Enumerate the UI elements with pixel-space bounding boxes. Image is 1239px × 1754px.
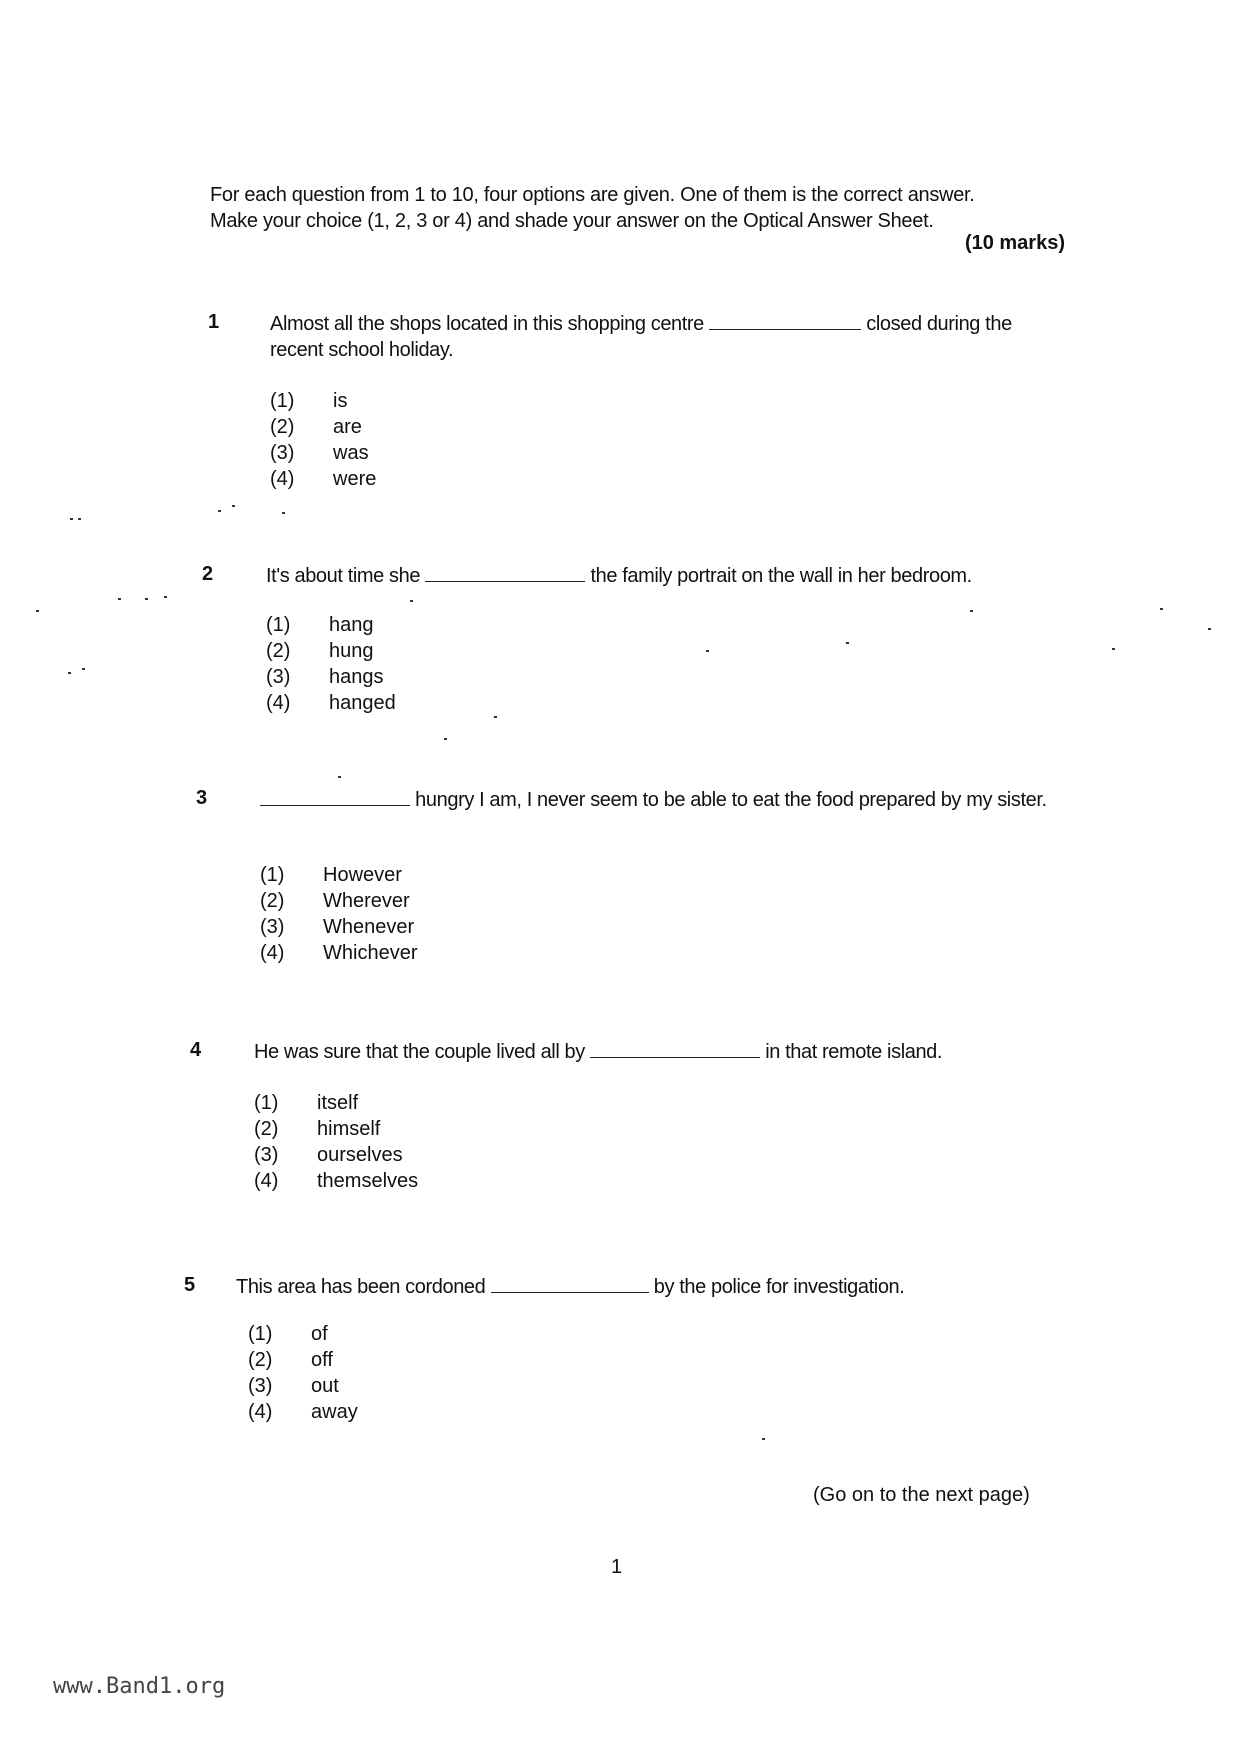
question-5-stem <box>236 1274 1046 1300</box>
option-label: (2) <box>248 1349 273 1371</box>
question-1-number: 1 <box>208 311 220 333</box>
question-3-blank <box>260 787 410 806</box>
question-5-option <box>248 1321 358 1347</box>
question-1-stem-after: closed during the recent school holiday. <box>270 313 1012 361</box>
option-label: (4) <box>260 942 285 964</box>
option-text: off <box>311 1349 333 1371</box>
option-label: (1) <box>254 1092 279 1114</box>
scan-speck <box>338 776 341 778</box>
option-label: (4) <box>270 468 295 490</box>
option-label: (2) <box>266 640 291 662</box>
scan-speck <box>1112 648 1115 650</box>
option-text: itself <box>317 1092 359 1114</box>
question-4-option <box>254 1090 418 1116</box>
question-5-stem-before: This area has been cordoned <box>236 1276 486 1298</box>
scan-speck <box>118 598 121 600</box>
question-2-stem <box>266 563 1066 589</box>
question-3-number: 3 <box>196 787 208 809</box>
question-5-option <box>248 1373 358 1399</box>
scan-speck <box>282 512 285 514</box>
option-text: are <box>333 416 362 438</box>
question-1-option <box>270 440 376 466</box>
question-4-blank <box>590 1039 760 1058</box>
question-2-stem-before: It's about time she <box>266 565 421 587</box>
option-label: (3) <box>254 1144 279 1166</box>
option-label: (1) <box>260 864 285 886</box>
option-label: (2) <box>270 416 295 438</box>
option-text: However <box>323 864 402 886</box>
option-text: himself <box>317 1118 381 1140</box>
scan-speck <box>36 610 39 612</box>
question-4-option <box>254 1168 418 1194</box>
option-text: hung <box>329 640 374 662</box>
question-4-number: 4 <box>190 1039 202 1061</box>
question-2-stem-after: the family portrait on the wall in her bedroom. <box>590 565 972 587</box>
scan-speck <box>70 518 73 520</box>
question-3-stem <box>260 787 1070 813</box>
question-4-stem-before: He was sure that the couple lived all by <box>254 1041 585 1063</box>
option-text: out <box>311 1375 339 1397</box>
question-1-stem-before: Almost all the shops located in this shopping centre <box>270 313 704 335</box>
option-text: Whichever <box>323 942 418 964</box>
instructions-line-2: Make your choice (1, 2, 3 or 4) and shade your answer on the Optical Answer Sheet. <box>210 210 934 232</box>
question-1-option <box>270 466 376 492</box>
option-text: hanged <box>329 692 396 714</box>
page-number: 1 <box>611 1556 623 1578</box>
option-text: hang <box>329 614 374 636</box>
scan-speck <box>232 505 235 507</box>
question-4-option <box>254 1142 418 1168</box>
scan-speck <box>970 610 973 612</box>
scan-speck <box>164 596 167 598</box>
question-3-option <box>260 940 417 966</box>
watermark: www.Band1.org <box>53 1674 226 1699</box>
question-1-options <box>270 388 376 492</box>
question-3-stem-after: hungry I am, I never seem to be able to eat the food prepared by my sister. <box>415 789 1047 811</box>
option-text: is <box>333 390 348 412</box>
question-2-option <box>266 690 396 716</box>
question-5-stem-after: by the police for investigation. <box>653 1276 905 1298</box>
option-text: Wherever <box>323 890 410 912</box>
question-4-stem-after: in that remote island. <box>765 1041 943 1063</box>
option-label: (3) <box>260 916 285 938</box>
question-2-blank <box>425 563 585 582</box>
scan-speck <box>78 518 81 520</box>
question-2-options <box>266 612 396 716</box>
option-text: was <box>333 442 369 464</box>
scan-speck <box>1208 628 1211 630</box>
scan-speck <box>410 600 413 602</box>
scan-speck <box>218 510 221 512</box>
scan-speck <box>82 668 85 670</box>
option-text: of <box>311 1323 328 1345</box>
option-text: ourselves <box>317 1144 403 1166</box>
option-label: (1) <box>270 390 295 412</box>
question-5-option <box>248 1399 358 1425</box>
question-4-option <box>254 1116 418 1142</box>
option-label: (1) <box>266 614 291 636</box>
option-label: (2) <box>254 1118 279 1140</box>
option-label: (4) <box>248 1401 273 1423</box>
option-label: (3) <box>248 1375 273 1397</box>
option-text: themselves <box>317 1170 419 1192</box>
question-1-blank <box>709 311 861 330</box>
question-2-option <box>266 664 396 690</box>
marks-total: (10 marks) <box>964 232 1065 254</box>
option-text: hangs <box>329 666 384 688</box>
question-2-option <box>266 638 396 664</box>
scan-speck <box>846 642 849 644</box>
option-text: away <box>311 1401 358 1423</box>
question-2-option <box>266 612 396 638</box>
question-4-options <box>254 1090 418 1194</box>
option-label: (4) <box>266 692 291 714</box>
question-4-stem <box>254 1039 1064 1065</box>
scan-speck <box>706 650 709 652</box>
option-text: Whenever <box>323 916 415 938</box>
question-5-blank <box>491 1274 649 1293</box>
question-3-option <box>260 914 417 940</box>
scan-speck <box>145 598 148 600</box>
question-5-number: 5 <box>184 1274 196 1296</box>
option-label: (2) <box>260 890 285 912</box>
question-3-options <box>260 862 417 966</box>
scan-speck <box>762 1438 765 1440</box>
question-5-option <box>248 1347 358 1373</box>
question-3-option <box>260 862 417 888</box>
go-on-next-page-note: (Go on to the next page) <box>813 1484 1030 1506</box>
question-2-number: 2 <box>202 563 214 585</box>
option-label: (1) <box>248 1323 273 1345</box>
instructions-line-1: For each question from 1 to 10, four options are given. One of them is the correct answer. <box>210 184 975 206</box>
option-label: (3) <box>266 666 291 688</box>
instructions <box>210 182 1070 234</box>
scan-speck <box>1160 608 1163 610</box>
question-3-option <box>260 888 417 914</box>
question-1-option <box>270 388 376 414</box>
scan-speck <box>444 738 447 740</box>
option-label: (4) <box>254 1170 279 1192</box>
option-label: (3) <box>270 442 295 464</box>
option-text: were <box>333 468 377 490</box>
scan-speck <box>494 716 497 718</box>
question-1-option <box>270 414 376 440</box>
question-1-stem <box>270 311 1070 363</box>
question-5-options <box>248 1321 358 1425</box>
scan-speck <box>68 672 71 674</box>
